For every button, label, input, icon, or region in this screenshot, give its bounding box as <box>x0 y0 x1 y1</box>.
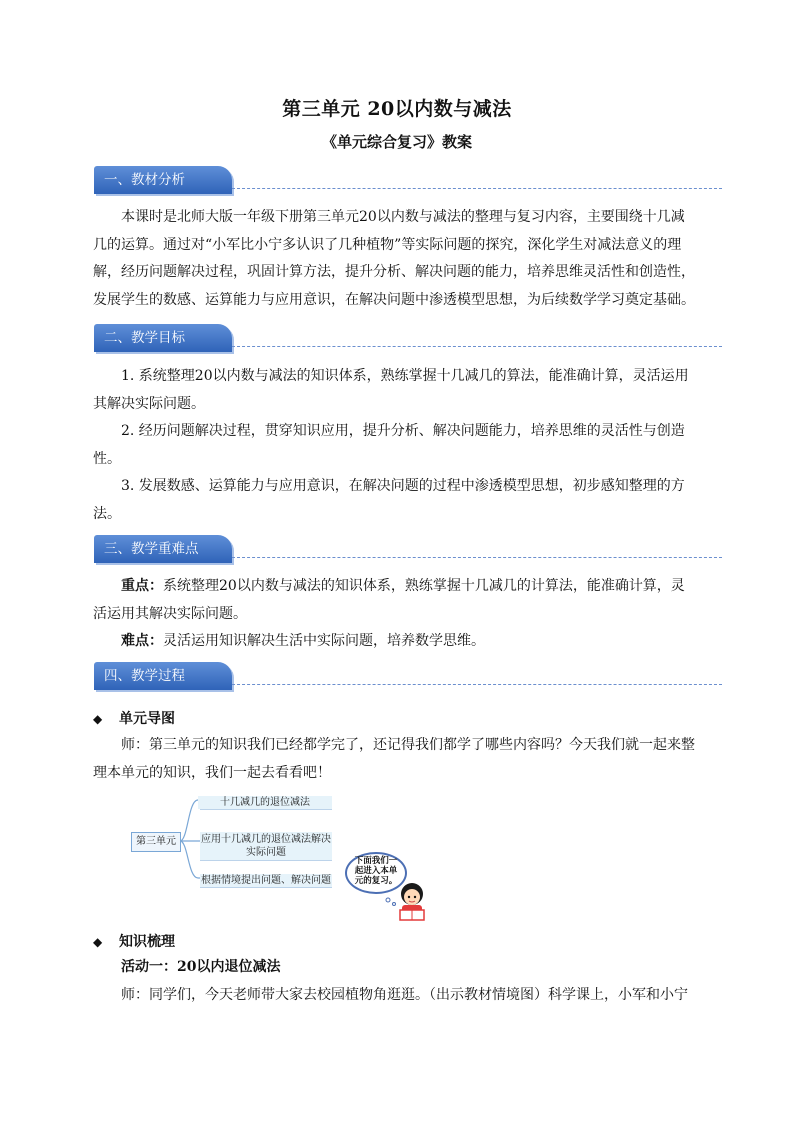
bullet-label: 单元导图 <box>119 711 175 727</box>
mind-map-root: 第三单元 <box>131 832 181 852</box>
section-tab: 一、教材分析 <box>94 166 232 194</box>
section-tab: 二、教学目标 <box>94 324 232 352</box>
bubble-line: 元的复习。 <box>354 876 398 886</box>
activity-heading: 活动一：20以内退位减法 <box>121 959 281 975</box>
text-line: 几的运算。通过对“小军比小宁多认识了几种植物”等实际问题的探究，深化学生对减法意义的理 <box>93 236 682 253</box>
key-point-cont: 活运用其解决实际问题。 <box>93 605 247 622</box>
difficulty-text: 灵活运用知识解决生活中实际问题，培养数学思维。 <box>163 633 485 649</box>
text-line: 解，经历问题解决过程，巩固计算方法，提升分析、解决问题的能力，培养思维灵活性和创造性， <box>93 264 695 280</box>
mind-map-node-2 <box>200 832 332 860</box>
analysis-paragraph <box>93 204 701 314</box>
section-tab: 四、教学过程 <box>94 662 232 690</box>
section-header-keypoints <box>94 535 722 565</box>
node-2-line-2: 实际问题 <box>246 847 286 858</box>
goal-item-1-cont: 其解决实际问题。 <box>93 395 205 412</box>
key-point-label: 重点： <box>121 578 163 594</box>
node-2-line-1: 应用十几减几的退位减法解决 <box>201 834 331 845</box>
goal-item-1: 1. 系统整理20以内数与减法的知识体系，熟练掌握十几减几的算法，能准确计算，灵活运用 <box>121 368 689 384</box>
dashed-divider <box>232 346 722 347</box>
goal-item-3-cont: 法。 <box>93 505 121 522</box>
dashed-divider <box>232 684 722 685</box>
text-line: 师：第三单元的知识我们已经都学完了，还记得我们都学了哪些内容吗？今天我们就一起来整 <box>121 737 695 753</box>
text-line: 理本单元的知识，我们一起去看看吧！ <box>93 764 331 781</box>
text-line: 本课时是北师大版一年级下册第三单元20以内数与减法的整理与复习内容，主要围绕十几减 <box>121 209 685 225</box>
document-subtitle: 《单元综合复习》教案 <box>321 133 472 151</box>
dashed-divider <box>232 188 722 189</box>
goal-item-2: 2. 经历问题解决过程，贯穿知识应用，提升分析、解决问题能力，培养思维的灵活性与创造 <box>121 423 685 439</box>
text-line: 发展学生的数感、运算能力与应用意识，在解决问题中渗透模型思想，为后续数学学习奠定基础。 <box>93 291 695 308</box>
section-tab: 三、教学重难点 <box>94 535 232 563</box>
goal-item-2-cont: 性。 <box>93 450 121 467</box>
difficulty-label: 难点： <box>121 633 163 649</box>
section-header-process <box>94 662 722 692</box>
diamond-bullet-icon: ◆ <box>93 935 103 949</box>
goal-item-3: 3. 发展数感、运算能力与应用意识，在解决问题的过程中渗透模型思想，初步感知整理的方 <box>121 478 685 494</box>
document-title: 第三单元 20以内数与减法 <box>282 98 512 120</box>
diamond-bullet-icon: ◆ <box>93 712 103 726</box>
goals-list <box>93 363 701 528</box>
key-point-line <box>93 573 701 601</box>
activity-paragraph <box>93 954 701 1009</box>
section-header-goals <box>94 324 722 354</box>
dashed-divider <box>232 557 722 558</box>
reading-child-illustration-icon <box>382 880 432 926</box>
bullet-label: 知识梳理 <box>119 934 175 950</box>
key-point-text: 系统整理20以内数与减法的知识体系，熟练掌握十几减几的计算法，能准确计算，灵 <box>163 578 685 594</box>
section-header-analysis <box>94 166 722 196</box>
bubble-line: 起进入本单 <box>354 866 398 876</box>
keypoints-paragraph <box>93 573 701 656</box>
bubble-line: 下面我们一 <box>354 856 398 866</box>
mind-map-node-1: 十几减几的退位减法 <box>198 796 332 809</box>
text-line: 师：同学们，今天老师带大家去校园植物角逛逛。（出示教材情境图）科学课上，小军和小宁 <box>121 986 688 1003</box>
difficulty-line <box>93 628 701 656</box>
teacher-intro-paragraph <box>93 732 701 787</box>
bullet-unit-map <box>93 708 175 728</box>
bullet-knowledge-review <box>93 931 175 951</box>
mind-map-node-3: 根据情境提出问题、解决问题 <box>201 875 331 886</box>
